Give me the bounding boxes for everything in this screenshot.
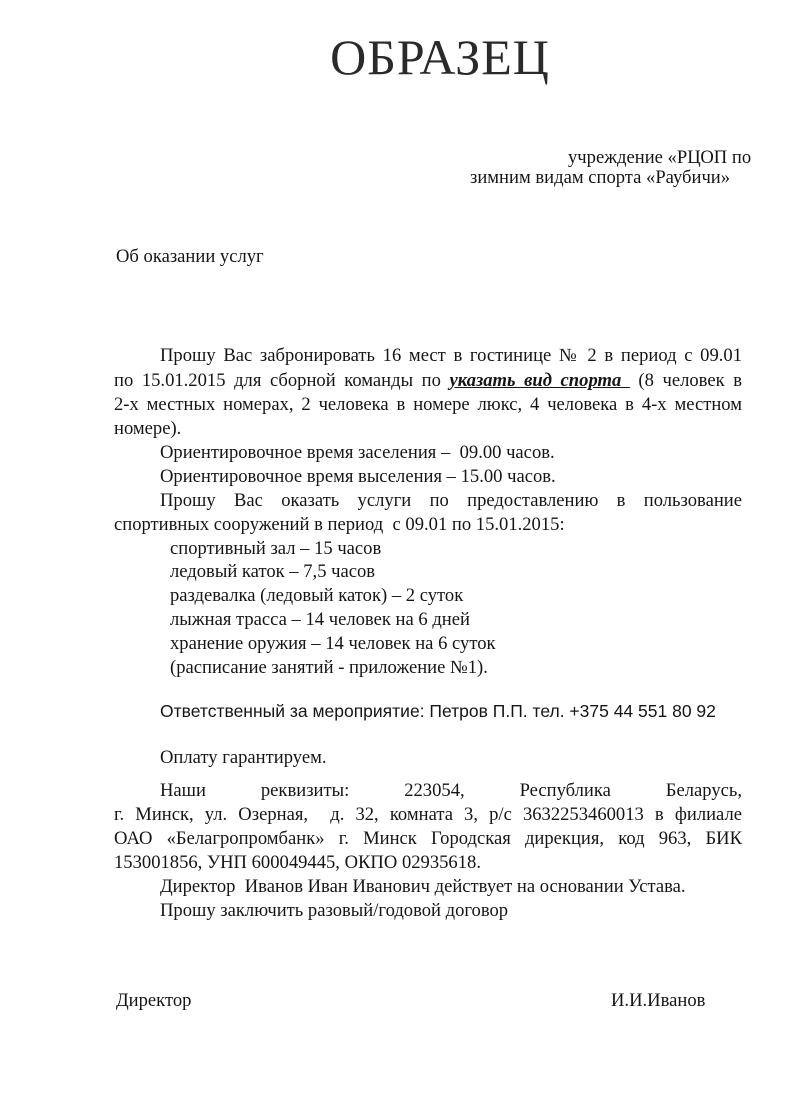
- service-item: (расписание занятий - приложение №1).: [170, 657, 488, 678]
- services-line-1: Прошу Вас оказать услуги по предоставлению в пользование: [160, 490, 742, 511]
- details-line-4: 153001856, УНП 600049445, ОКПО 02935618.: [114, 852, 481, 873]
- details-line-2: г. Минск, ул. Озерная, д. 32, комната 3, р/с 3632253460013 в филиале: [114, 804, 742, 825]
- signature-name: И.И.Иванов: [611, 990, 706, 1011]
- page-title: ОБРАЗЕЦ: [330, 29, 550, 85]
- details-line-1: Наши реквизиты: 223054, Республика Беларусь,: [160, 780, 742, 801]
- request-line-2-end: (8 человек в: [629, 370, 742, 391]
- service-item: спортивный зал – 15 часов: [170, 538, 382, 559]
- service-item: лыжная трасса – 14 человек на 6 дней: [170, 609, 470, 630]
- director-basis: Директор Иванов Иван Иванович действует на основании Устава.: [160, 876, 686, 897]
- checkout-time: Ориентировочное время выселения – 15.00 часов.: [160, 466, 556, 487]
- subject-line: Об оказании услуг: [116, 246, 264, 267]
- responsible-person: Ответственный за мероприятие: Петров П.П. тел. +375 44 551 80 92: [160, 701, 716, 721]
- signature-position: Директор: [116, 990, 192, 1011]
- request-line-1: Прошу Вас забронировать 16 мест в гостинице № 2 в период с 09.01: [160, 345, 742, 366]
- request-line-3: 2-х местных номерах, 2 человека в номере люкс, 4 человека в 4-х местном: [114, 394, 742, 415]
- payment-guarantee: Оплату гарантируем.: [160, 747, 327, 768]
- details-line-3: ОАО «Белагропромбанк» г. Минск Городская дирекция, код 963, БИК: [114, 828, 742, 849]
- service-item: ледовый каток – 7,5 часов: [170, 561, 376, 582]
- contract-request: Прошу заключить разовый/годовой договор: [160, 900, 509, 921]
- recipient-line-2: зимним видам спорта «Раубичи»: [470, 167, 731, 188]
- recipient-line-1: учреждение «РЦОП по: [568, 147, 752, 168]
- request-line-4: номере).: [114, 418, 182, 439]
- service-item: раздевалка (ледовый каток) – 2 суток: [170, 585, 464, 606]
- request-line-2-start: по 15.01.2015 для сборной команды по: [114, 370, 450, 391]
- checkin-time: Ориентировочное время заселения – 09.00 часов.: [160, 442, 555, 463]
- sport-type-placeholder: указать вид спорта: [449, 370, 630, 391]
- request-line-2: [114, 370, 742, 392]
- service-item: хранение оружия – 14 человек на 6 суток: [170, 633, 496, 654]
- services-line-2: спортивных сооружений в период с 09.01 по 15.01.2015:: [114, 514, 565, 535]
